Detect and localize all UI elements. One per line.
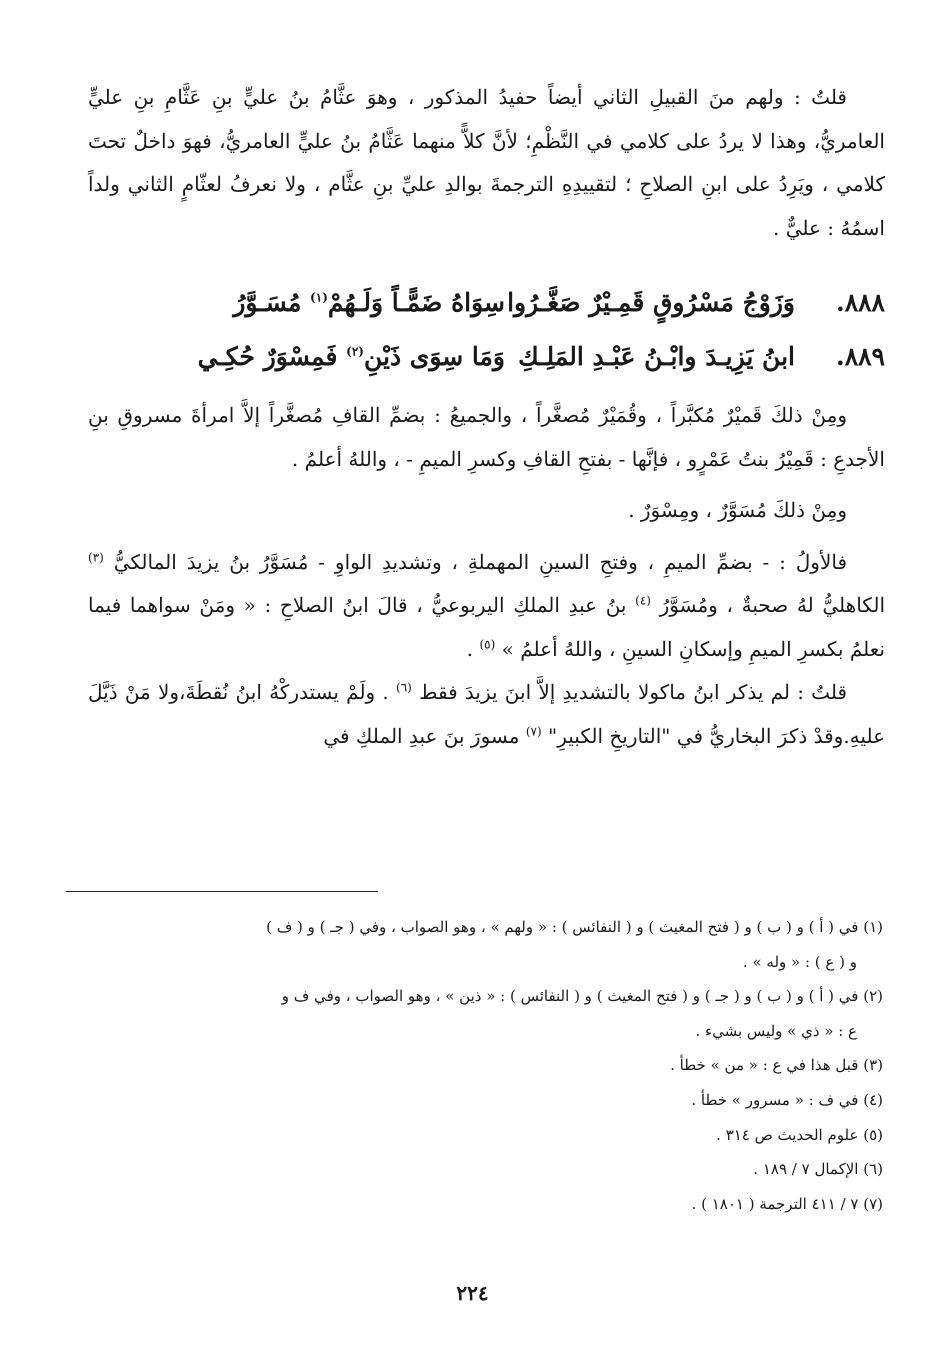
verse-number: ٨٨٨. [835,288,885,317]
footnote-1: (١) في ( أ ) و ( ب ) و ( فتح المغيث ) و ( النفائس ) : « ولهم » ، وهو الصواب ، وفي ( جـ ) و ( ف ) [266,918,883,936]
footnote-2: (٢) في ( أ ) و ( ب ) و ( جـ ) و ( فتح المغيث ) و ( النفائس ) : « ذين » ، وهو الصواب ، وفي ف و [281,987,883,1006]
verse-number: ٨٨٩. [835,342,885,371]
footnote-4: (٤) في ف : « مسرور » خطأ . [691,1090,883,1109]
verse-889 [88,330,885,384]
footnote-separator [66,891,378,892]
paragraph-commentary-3: ومِنْ ذلكَ مُسَوَّرٌ ، ومِسْوَرٌ . [628,498,847,522]
paragraph-commentary-1: قلتُ : ولهم منَ القبيلِ الثاني أيضاً حفيدُ المذكور ، وهوَ عثَّامُ بنُ عليٍّ بنِ عَثَّامِ بنِ عليٍّ العامريُّ، وهذا لا يردُ على كلامي في النَّظْمِ؛ لأنَّ كلاًّ منهما عَثَّامُ بنُ عليٍّ العامريُّ، فهوَ داخلٌ تحتَ كلامي ، ويَرِدُ على ابنِ الصلاحِ ؛ لتقييدِهِ الترجمةَ بوالدِ عليِّ بنِ عثَّام ، ولا نعرفُ لعثّامٍ الثاني ولداً اسمُهُ : عليٌّ . [88,85,885,240]
paragraph-commentary-5 [88,671,885,758]
text-run: فالأولُ : - بضمِّ الميمِ ، وفتحِ السينِ المهملةِ ، وتشديدِ الواوِ - مُسَوَّرُ بنُ يزيدَ المالكيُّ [113,549,848,574]
verse-hemistich-second [88,276,505,330]
main-text [88,76,885,758]
text-run: . ولَمْ يستدركْهُ ابنُ نُقطَةَ،ولا مَنْ ذَيَّلَ عليهِ.وقدْ ذكرَ البخاريُّ في "التاريخِ الكبيرِ" [88,680,885,748]
text-run: . [466,636,480,661]
hemistich-text: سِوَاهُ ضَمًّـاً وَلَـهُمْ [327,288,505,317]
footnote-2-continued: ع : « ذي » وليس بشيء . [695,1021,857,1040]
text-run: قلتُ : لم يذكر ابنُ ماكولا بالتشديدِ إلاَّ ابنَ يزيدَ فقط [419,680,848,704]
footnote-ref-6: (٦) [396,680,412,695]
text-run: بنُ عبدِ الملكِ اليربوعيُّ ، قالَ ابنُ الصلاحِ : « ومَنْ سواهما فيما نعلمُ بكسرِ الميمِ وإسكانِ السينِ ، واللهُ أعلمُ » [88,593,885,661]
footnote-ref-7: (٧) [525,723,542,738]
verse-hemistich-first: ابنُ يَزِيـدَ وابْـنُ عَبْـدِ المَلِـكِ [518,342,795,371]
verse-888 [88,276,885,330]
paragraph-commentary-4 [88,541,885,672]
footnote-ref-2: (٢) [346,344,364,359]
footnote-5: (٥) علوم الحديث ص ٣١٤ . [716,1125,883,1144]
paragraph-commentary-2: ومِنْ ذلكَ قَميْرٌ مُكبَّراً ، وقُمَيْرٌ مُصغَّراً ، والجميعُ : بضمِّ القافِ مُصغَّراً إلاَّ امرأةَ مسروقِ بنِ الأجدعِ : قَمِيْرُ بنتُ عَمْرٍو ، فإنَّها - بفتحِ القافِ وكسرِ الميمِ - ، واللهُ أعلمُ . [88,403,885,471]
footnote-ref-5: (٥) [479,636,496,651]
hemistich-text: فَمِسْوَرٌ حُكِـي [197,342,347,371]
footnote-1-continued: و ( ع ) : « وله » . [742,952,857,971]
text-run: مسورَ بنَ عبدِ الملكِ في [323,723,526,748]
verse-block [88,276,885,384]
footnotes [68,910,883,1221]
footnote-ref-1: (١) [310,290,328,305]
hemistich-text: وَمَا سِوَى ذَيْنِ [363,342,505,371]
page-number: ٢٢٤ [456,1281,489,1305]
verse-hemistich-first: وَزَوْجُ مَسْرُوقٍ قَمِـيْرٌ صَغَّـرُوا [507,288,795,317]
footnote-3: (٣) قبل هذا في ع : « من » خطأ . [670,1056,883,1075]
footnote-ref-3: (٣) [88,549,104,564]
verse-hemistich-second [88,330,505,384]
hemistich-text: مُسَـوَّرُ [233,288,311,317]
text-run: الكاهليُّ لهُ صحبةٌ ، ومُسَوَّرُ [659,593,885,617]
footnote-ref-4: (٤) [635,593,651,608]
footnote-7: (٧) ٧ / ٤١١ الترجمة ( ١٨٠١ ) . [691,1194,883,1213]
footnote-6: (٦) الإكمال ٧ / ١٨٩ . [753,1160,883,1179]
